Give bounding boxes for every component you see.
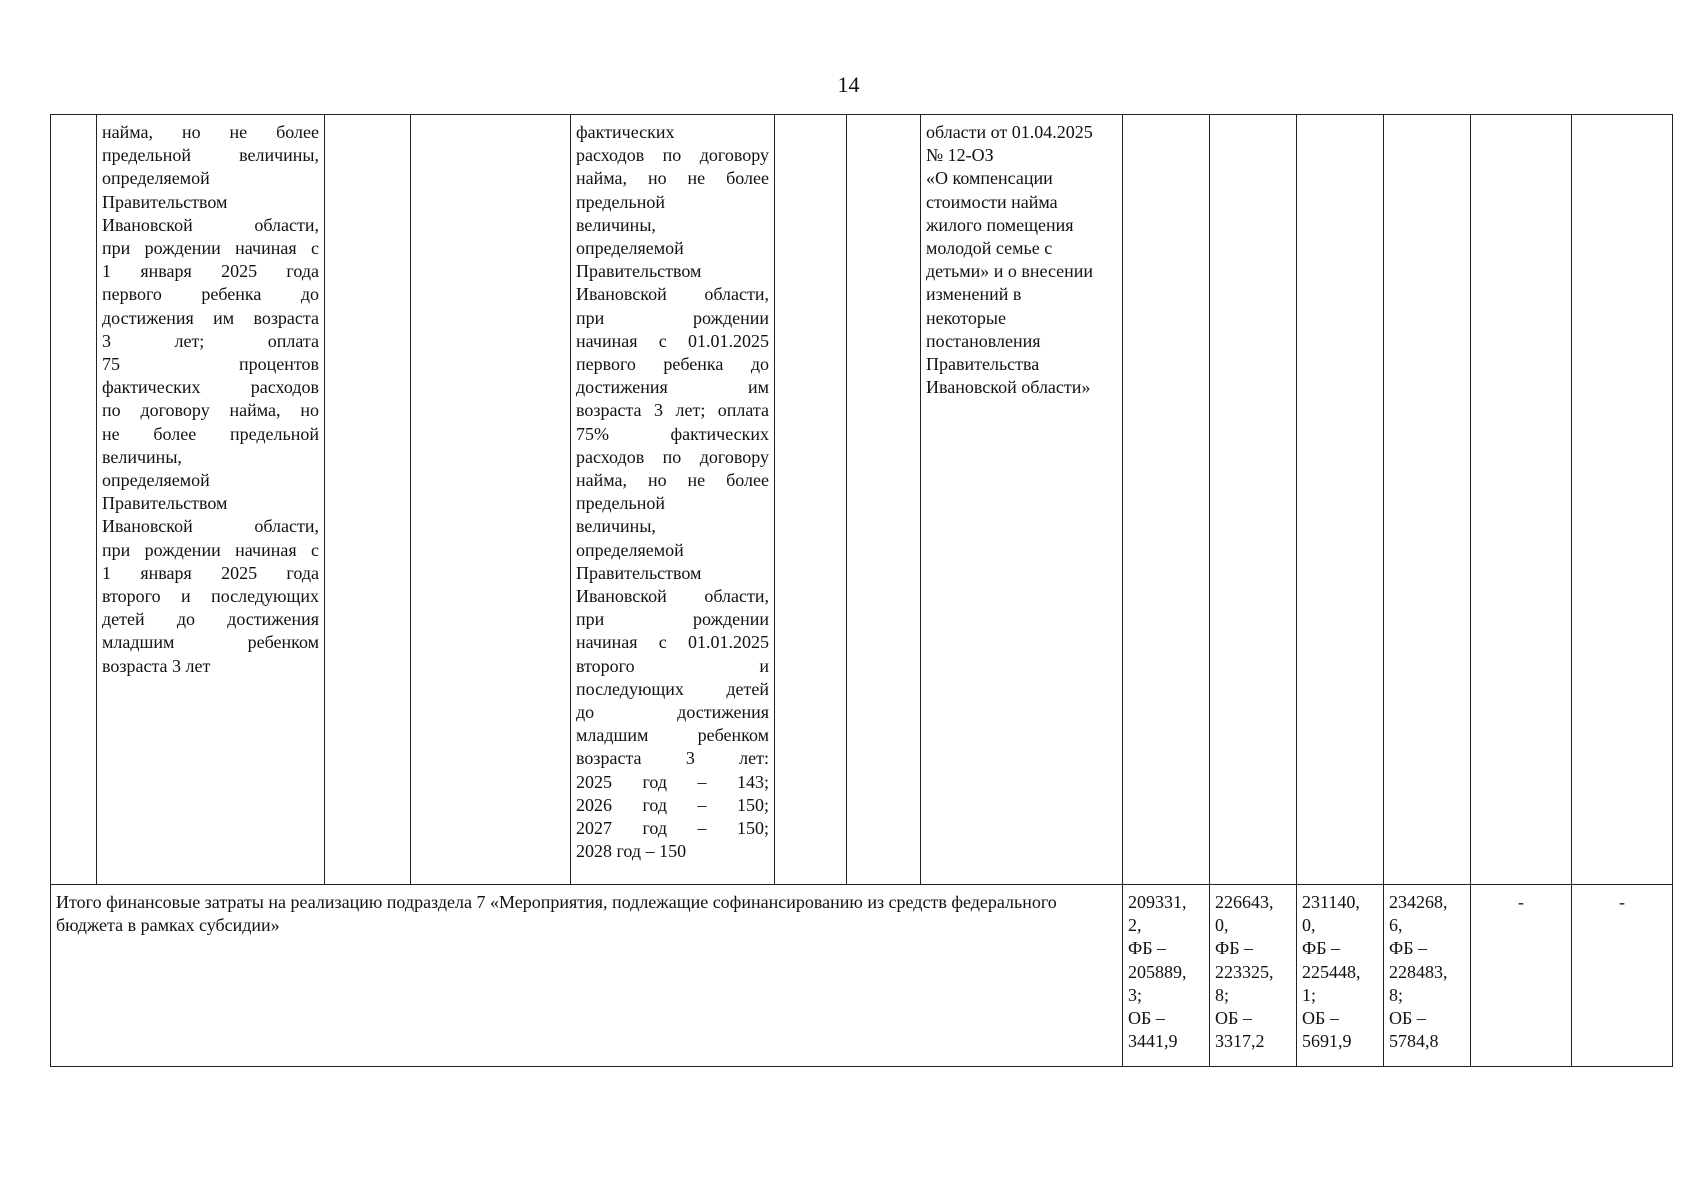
text-line: 2028 год – 150 xyxy=(576,841,687,862)
text-line: 2026 год – 150; xyxy=(576,794,769,815)
total-2027 xyxy=(1297,885,1384,1067)
value-line: ФБ – xyxy=(1215,938,1254,959)
value-line: 2, xyxy=(1128,915,1142,936)
text-line: 3 лет; оплата xyxy=(102,330,319,351)
cell-indicator-description xyxy=(571,115,775,885)
text-line: Правительством xyxy=(576,261,702,282)
total-2028 xyxy=(1384,885,1471,1067)
text-line: найма, но не более xyxy=(576,470,769,491)
value-line: ФБ – xyxy=(1389,938,1428,959)
value-line: 3317,2 xyxy=(1215,1031,1265,1052)
text-line: величины, xyxy=(576,214,656,235)
value-line: 0, xyxy=(1302,915,1316,936)
text-line: Ивановской области, xyxy=(102,214,319,235)
text-line: предельной xyxy=(576,191,665,212)
text-line: предельной xyxy=(576,493,665,514)
text-line: последующих детей xyxy=(576,678,769,699)
text-line: при рождении начиная с xyxy=(102,238,319,259)
cell-empty xyxy=(411,115,571,885)
text-line: определяемой xyxy=(576,539,684,560)
text-line: Ивановской области, xyxy=(576,586,769,607)
value-line: 1; xyxy=(1302,984,1317,1005)
text-line: 2025 год – 143; xyxy=(576,771,769,792)
text-line: при рождении xyxy=(576,307,769,328)
text-line: определяемой xyxy=(102,470,210,491)
cell-empty xyxy=(775,115,847,885)
text-line: некоторые xyxy=(926,307,1006,328)
text-line: детей до достижения xyxy=(102,609,319,630)
text-line: молодой семье с xyxy=(926,238,1053,259)
text-line: Правительством xyxy=(576,562,702,583)
text-line: 75 процентов xyxy=(102,354,319,375)
value-line: 231140, xyxy=(1302,892,1360,912)
text-line: фактических xyxy=(576,122,675,142)
total-row xyxy=(51,885,1673,1067)
text-line: достижения им возраста xyxy=(102,307,319,328)
text-line: «О компенсации xyxy=(926,168,1053,189)
total-dash-2: - xyxy=(1572,885,1673,1067)
text-line: жилого помещения xyxy=(926,214,1074,235)
text-line: стоимости найма xyxy=(926,191,1058,212)
value-line: 225448, xyxy=(1302,961,1361,982)
text-line: № 12-ОЗ xyxy=(926,145,994,166)
total-label: Итого финансовые затраты на реализацию подраздела 7 «Мероприятия, подлежащие софинансированию из средств федерального бюджета в рамках субсидии» xyxy=(51,885,1123,1067)
text-line: предельной величины, xyxy=(102,145,319,166)
cell-number xyxy=(51,115,97,885)
text-line: возраста 3 лет xyxy=(102,655,211,676)
value-line: 3441,9 xyxy=(1128,1031,1178,1052)
text-line: 1 января 2025 года xyxy=(102,562,319,583)
value-line: 5691,9 xyxy=(1302,1031,1352,1052)
value-line: 8; xyxy=(1389,984,1404,1005)
total-2026 xyxy=(1210,885,1297,1067)
value-line: 223325, xyxy=(1215,961,1274,982)
text-line: до достижения xyxy=(576,702,769,723)
value-line: 5784,8 xyxy=(1389,1031,1439,1052)
table-row xyxy=(51,115,1673,885)
text-line: расходов по договору xyxy=(576,145,769,166)
text-line: найма, но не более xyxy=(576,168,769,189)
text-line: величины, xyxy=(102,446,182,467)
value-line: ОБ – xyxy=(1128,1008,1165,1029)
value-line: 228483, xyxy=(1389,961,1448,982)
text-line: младшим ребенком xyxy=(102,632,319,653)
text-line: второго и последующих xyxy=(102,586,319,607)
text-line: Ивановской области, xyxy=(576,284,769,305)
text-line: младшим ребенком xyxy=(576,725,769,746)
cell-empty xyxy=(1210,115,1297,885)
value-line: 0, xyxy=(1215,915,1229,936)
text-line: 1 января 2025 года xyxy=(102,261,319,282)
value-line: 234268, xyxy=(1389,892,1448,912)
text-line: первого ребенка до xyxy=(102,284,319,305)
value-line: ОБ – xyxy=(1302,1008,1339,1029)
text-line: 75% фактических xyxy=(576,423,769,444)
value-line: 6, xyxy=(1389,915,1403,936)
text-line: Ивановской области» xyxy=(926,377,1091,398)
cell-empty xyxy=(1572,115,1673,885)
text-line: детьми» и о внесении xyxy=(926,261,1094,282)
value-line: ОБ – xyxy=(1215,1008,1252,1029)
value-line: 8; xyxy=(1215,984,1230,1005)
text-line: определяемой xyxy=(576,238,684,259)
cell-legal-basis xyxy=(921,115,1123,885)
value-line: ФБ – xyxy=(1128,938,1167,959)
text-line: Правительства xyxy=(926,354,1040,375)
cell-empty xyxy=(325,115,411,885)
value-line: 205889, xyxy=(1128,961,1187,982)
value-line: ОБ – xyxy=(1389,1008,1426,1029)
cell-empty xyxy=(1384,115,1471,885)
text-line: постановления xyxy=(926,330,1041,351)
text-line: первого ребенка до xyxy=(576,354,769,375)
text-line: фактических расходов xyxy=(102,377,319,398)
value-line: 226643, xyxy=(1215,892,1274,912)
text-line: при рождении начиная с xyxy=(102,539,319,560)
text-line: при рождении xyxy=(576,609,769,630)
text-line: не более предельной xyxy=(102,423,319,444)
value-line: 209331, xyxy=(1128,892,1187,912)
text-line: достижения им xyxy=(576,377,769,398)
cell-empty xyxy=(1471,115,1572,885)
cell-empty xyxy=(1297,115,1384,885)
text-line: Правительством xyxy=(102,191,228,212)
text-line: начиная с 01.01.2025 xyxy=(576,632,769,653)
program-table xyxy=(50,114,1673,1067)
value-line: ФБ – xyxy=(1302,938,1341,959)
total-dash-1: - xyxy=(1471,885,1572,1067)
text-line: по договору найма, но xyxy=(102,400,319,421)
text-line: возраста 3 лет; оплата xyxy=(576,400,769,421)
text-line: Правительством xyxy=(102,493,228,514)
text-line: найма, но не более xyxy=(102,122,319,142)
value-line: 3; xyxy=(1128,984,1143,1005)
text-line: изменений в xyxy=(926,284,1022,305)
cell-empty xyxy=(847,115,921,885)
text-line: определяемой xyxy=(102,168,210,189)
text-line: области от 01.04.2025 xyxy=(926,122,1093,142)
text-line: величины, xyxy=(576,516,656,537)
cell-empty xyxy=(1123,115,1210,885)
text-line: начиная с 01.01.2025 xyxy=(576,330,769,351)
text-line: второго и xyxy=(576,655,769,676)
text-line: 2027 год – 150; xyxy=(576,818,769,839)
page-number: 14 xyxy=(837,72,860,97)
text-line: возраста 3 лет: xyxy=(576,748,769,769)
text-line: расходов по договору xyxy=(576,446,769,467)
total-2025 xyxy=(1123,885,1210,1067)
cell-measure-description xyxy=(97,115,325,885)
text-line: Ивановской области, xyxy=(102,516,319,537)
